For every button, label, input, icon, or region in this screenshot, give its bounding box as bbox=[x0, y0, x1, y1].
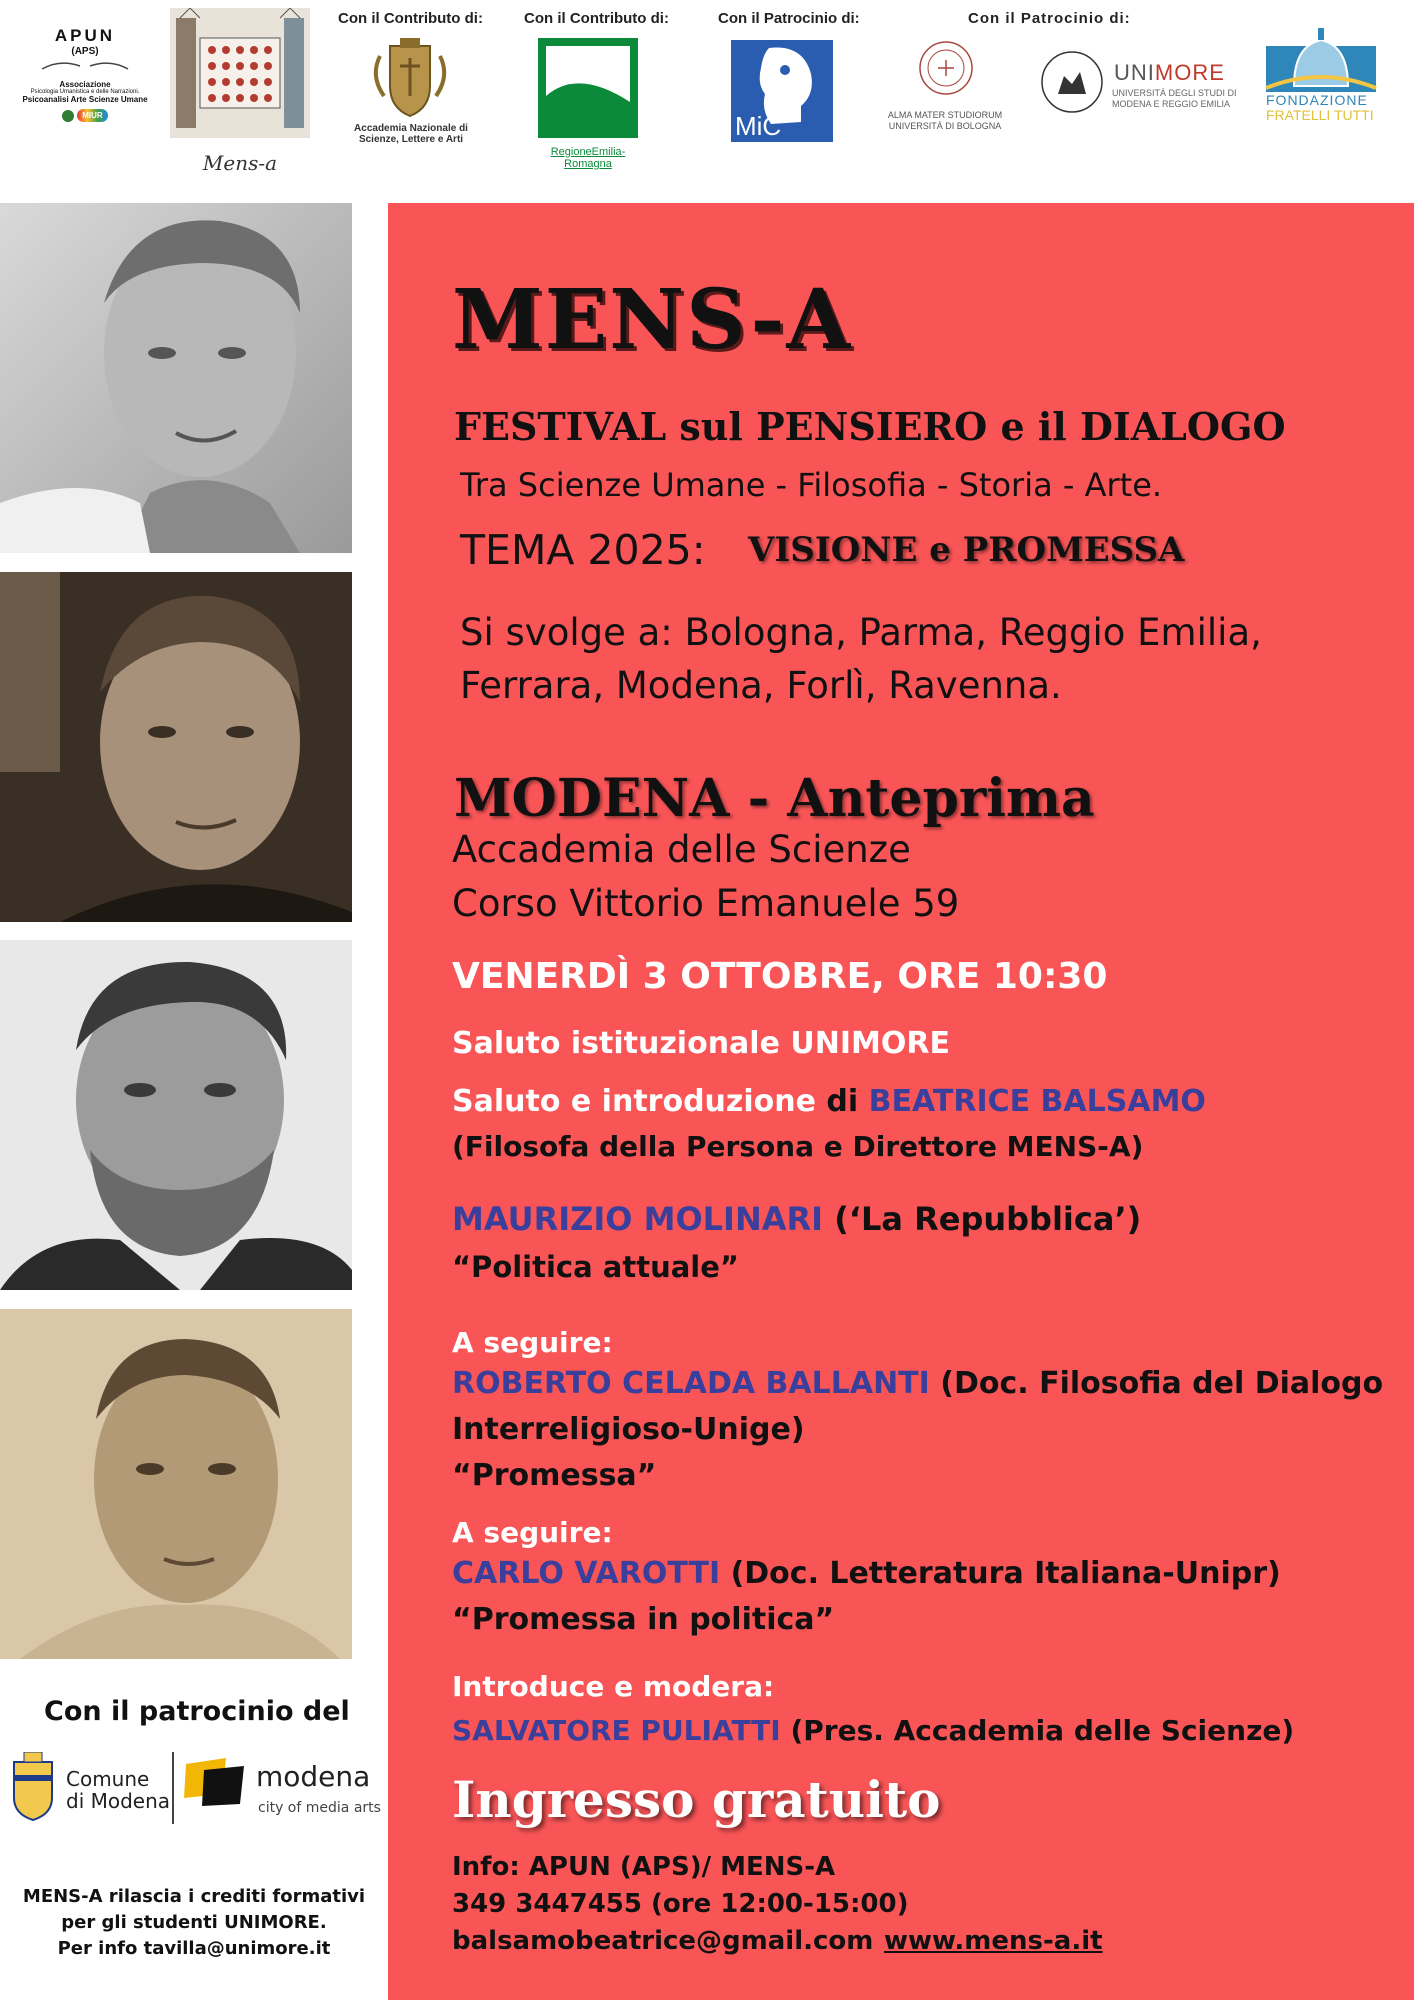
credits-line-1: MENS-A rilascia i crediti formativi bbox=[22, 1886, 366, 1907]
speaker-3-name: CARLO VAROTTI bbox=[452, 1556, 721, 1591]
follow-label-2: A seguire: bbox=[452, 1516, 613, 1549]
mensa-logo-caption: Mens-a bbox=[202, 151, 278, 175]
accademia-caption: Accademia Nazionale di Scienze, Lettere e Arti bbox=[354, 123, 468, 145]
unimore-brand-b: MORE bbox=[1154, 60, 1225, 85]
intro-role: (Filosofa della Persona e Direttore MENS-A) bbox=[452, 1130, 1144, 1163]
fondazione-line1: FONDAZIONE bbox=[1266, 92, 1368, 108]
festival-title: MENS-A bbox=[452, 272, 853, 368]
speaker-2-talk: “Promessa” bbox=[452, 1458, 657, 1493]
theme-value: VISIONE e PROMESSA bbox=[748, 530, 1185, 570]
modena-subtitle: city of media arts bbox=[258, 1800, 381, 1816]
festival-disciplines: Tra Scienze Umane - Filosofia - Storia - Arte. bbox=[460, 466, 1163, 504]
speaker-1-affil: (‘La Repubblica’) bbox=[823, 1200, 1142, 1238]
info-line-1: Info: APUN (APS)/ MENS-A bbox=[452, 1852, 836, 1882]
unibo-line2: UNIVERSITÀ DI BOLOGNA bbox=[888, 121, 1002, 131]
credits-note bbox=[0, 1884, 388, 1962]
cities-line-2: Ferrara, Modena, Forlì, Ravenna. bbox=[460, 664, 1062, 707]
website-link[interactable]: www.mens-a.it bbox=[884, 1926, 1103, 1956]
unimore-brand bbox=[1114, 60, 1225, 86]
fondazione-dome-icon bbox=[1264, 26, 1378, 92]
comune-line-2: di Modena bbox=[66, 1789, 171, 1813]
accademia-crest-icon bbox=[370, 36, 450, 120]
apun-name: APUN bbox=[54, 26, 116, 45]
speaker-photo-2 bbox=[0, 572, 352, 922]
miur-badge: MIUR bbox=[77, 109, 107, 122]
speaker-1 bbox=[452, 1200, 1141, 1238]
header-patrocinio-1: Con il Patrocinio di: bbox=[718, 10, 860, 27]
speaker-photo-3 bbox=[0, 940, 352, 1290]
portrait-1 bbox=[0, 203, 352, 553]
speaker-2 bbox=[452, 1366, 1383, 1401]
speaker-2-affil-2: Interreligioso-Unige) bbox=[452, 1412, 805, 1447]
fondazione-line2: FRATELLI TUTTI bbox=[1266, 107, 1374, 123]
italy-emblem-icon bbox=[62, 110, 74, 122]
apun-sub: (APS) bbox=[71, 46, 99, 57]
sidebar-divider bbox=[172, 1752, 174, 1824]
contact-email[interactable]: balsamobeatrice@gmail.com bbox=[452, 1926, 874, 1956]
cities-line-1: Si svolge a: Bologna, Parma, Reggio Emilia, bbox=[460, 611, 1262, 654]
event-datetime: VENERDÌ 3 OTTOBRE, ORE 10:30 bbox=[452, 956, 1108, 997]
speaker-3-talk: “Promessa in politica” bbox=[452, 1602, 835, 1637]
moderator-affil: (Pres. Accademia delle Scienze) bbox=[780, 1714, 1295, 1747]
intro-prefix: Saluto e introduzione bbox=[452, 1084, 816, 1119]
intro-line bbox=[452, 1084, 1206, 1119]
intro-di: di bbox=[815, 1084, 869, 1119]
unimore-line1: UNIVERSITÀ DEGLI STUDI DI bbox=[1112, 88, 1237, 98]
portrait-3 bbox=[0, 940, 352, 1290]
credits-line-3: Per info tavilla@unimore.it bbox=[57, 1938, 331, 1959]
free-entry: Ingresso gratuito bbox=[452, 1770, 941, 1829]
header-contributo-2: Con il Contributo di: bbox=[524, 10, 669, 27]
regione-logo-icon bbox=[538, 38, 638, 138]
comune-modena-crest-icon bbox=[6, 1752, 60, 1822]
apun-desc-3: Psicoanalisi Arte Scienze Umane bbox=[22, 95, 148, 104]
speaker-1-name: MAURIZIO MOLINARI bbox=[452, 1200, 824, 1238]
header-patrocinio-2: Con il Patrocinio di: bbox=[968, 10, 1131, 27]
apun-desc-1: Associazione bbox=[59, 80, 111, 89]
venue-address: Corso Vittorio Emanuele 59 bbox=[452, 882, 960, 925]
modena-city-logo-icon bbox=[182, 1754, 248, 1810]
patrocinio-label: Con il patrocinio del bbox=[44, 1696, 350, 1727]
speaker-photo-4 bbox=[0, 1309, 352, 1659]
speaker-3 bbox=[452, 1556, 1281, 1591]
festival-subtitle: FESTIVAL sul PENSIERO e il DIALOGO bbox=[454, 404, 1286, 449]
speaker-2-affil-1: (Doc. Filosofia del Dialogo bbox=[929, 1366, 1384, 1401]
unibo-line1: ALMA MATER STUDIORUM bbox=[887, 110, 1003, 120]
comune-line-1: Comune bbox=[66, 1767, 150, 1791]
info-line-2: 349 3447455 (ore 12:00-15:00) bbox=[452, 1889, 909, 1919]
moderator-label: Introduce e modera: bbox=[452, 1670, 775, 1703]
unimore-brand-a: UNI bbox=[1114, 60, 1155, 85]
venue-name: Accademia delle Scienze bbox=[452, 828, 911, 871]
speaker-photo-1 bbox=[0, 203, 352, 553]
intro-name: BEATRICE BALSAMO bbox=[868, 1084, 1206, 1119]
speaker-3-affil: (Doc. Letteratura Italiana-Unipr) bbox=[720, 1556, 1281, 1591]
apun-desc-2: Psicologia Umanistica e delle Narrazioni. bbox=[30, 89, 140, 95]
speaker-1-talk: “Politica attuale” bbox=[452, 1250, 739, 1284]
modena-wordmark: modena bbox=[256, 1760, 371, 1793]
hands-icon bbox=[40, 57, 130, 75]
moderator bbox=[452, 1714, 1294, 1747]
follow-label-1: A seguire: bbox=[452, 1326, 613, 1359]
sponsor-bar bbox=[0, 0, 1414, 200]
location-title: MODENA - Anteprima bbox=[454, 768, 1095, 829]
header-contributo-1: Con il Contributo di: bbox=[338, 10, 483, 27]
portrait-2 bbox=[0, 572, 352, 922]
regione-caption: RegioneEmilia-Romagna bbox=[550, 146, 626, 170]
theme-label: TEMA 2025: bbox=[460, 526, 706, 574]
apun-logo bbox=[20, 26, 150, 156]
comune-modena-text bbox=[66, 1768, 170, 1812]
unimore-line2: MODENA E REGGIO EMILIA bbox=[1112, 99, 1231, 109]
speaker-2-name: ROBERTO CELADA BALLANTI bbox=[452, 1366, 930, 1401]
unibo-seal-icon bbox=[918, 40, 974, 96]
credits-line-2: per gli studenti UNIMORE. bbox=[61, 1912, 327, 1933]
mensa-collage-icon bbox=[170, 8, 310, 138]
institutional-greeting: Saluto istituzionale UNIMORE bbox=[452, 1026, 950, 1061]
moderator-name: SALVATORE PULIATTI bbox=[452, 1714, 781, 1747]
portrait-4 bbox=[0, 1309, 352, 1659]
mic-logo bbox=[731, 40, 833, 142]
unimore-seal-icon bbox=[1040, 50, 1104, 114]
mic-caption: MiC bbox=[735, 111, 782, 141]
mensa-logo bbox=[170, 8, 310, 175]
